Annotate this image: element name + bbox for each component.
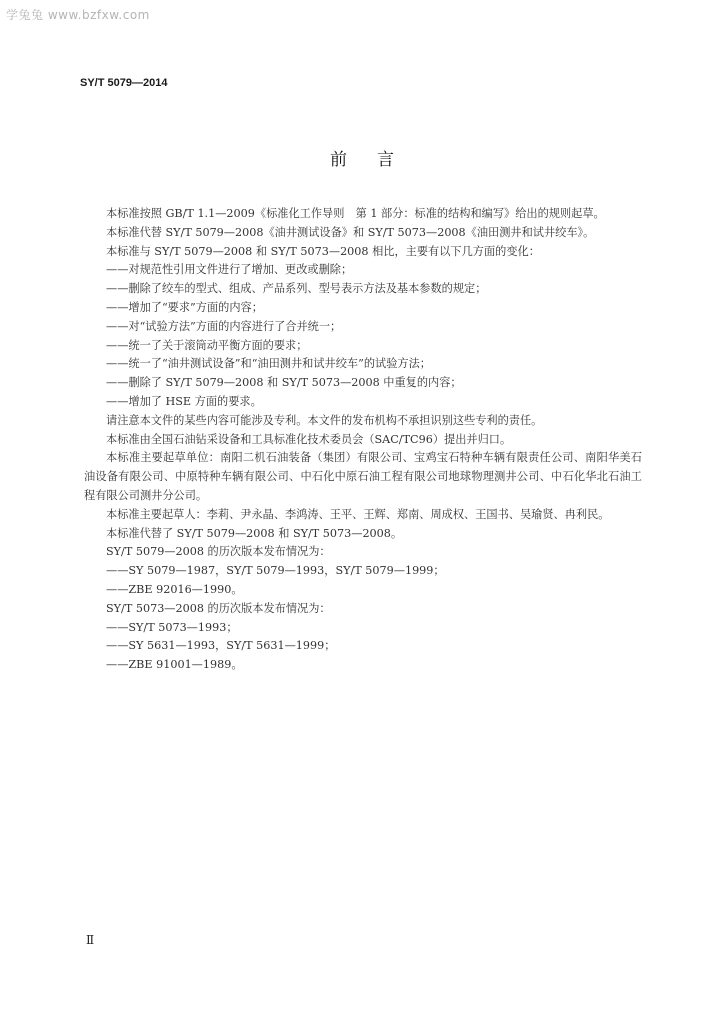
paragraph: 请注意本文件的某些内容可能涉及专利。本文件的发布机构不承担识别这些专利的责任。 <box>106 413 543 427</box>
list-item: ——删除了 SY/T 5079—2008 和 SY/T 5073—2008 中重复的内容； <box>106 376 462 390</box>
paragraph: 本标准按照 GB/T 1.1—2009《标准化工作导则 第 1 部分：标准的结构和编写》给出的规则起草。 <box>106 207 605 220</box>
list-item: ——ZBE 92016—1990。 <box>106 582 243 596</box>
paragraph: 本标准主要起草人：李莉、尹永晶、李鸿涛、王平、王辉、郑南、周成权、王国书、吴瑜贤、冉利民。 <box>106 507 610 521</box>
paragraph: 本标准主要起草单位：南阳二机石油装备（集团）有限公司、宝鸡宝石特种车辆有限责任公司、南阳华美石油设备有限公司、中原特种车辆有限公司、中石化中原石油工程有限公司地球物理测井公司、中石化华北石油工程有限公司测井分公司。 <box>84 451 642 502</box>
list-item: ——SY 5631—1993，SY/T 5631—1999； <box>106 639 336 653</box>
page-title: 前言 <box>330 150 424 170</box>
page-number: Ⅱ <box>86 933 95 947</box>
list-item: ——对规范性引用文件进行了增加、更改或删除； <box>106 263 353 277</box>
foreword-body <box>84 205 642 675</box>
paragraph: 本标准与 SY/T 5079—2008 和 SY/T 5073—2008 相比，主要有以下几方面的变化： <box>106 244 540 258</box>
list-item: SY/T 5079—2008 的历次版本发布情况为： <box>106 545 331 559</box>
list-item: ——SY 5079—1987，SY/T 5079—1993，SY/T 5079—1999； <box>106 564 445 578</box>
list-item: ——ZBE 91001—1989。 <box>106 658 243 672</box>
list-item: ——删除了绞车的型式、组成、产品系列、型号表示方法及基本参数的规定； <box>106 282 487 296</box>
list-item: ——对“试验方法”方面的内容进行了合并统一； <box>106 319 342 333</box>
watermark-text: 学兔兔 www.bzfxw.com <box>6 8 150 22</box>
standard-code-header: SY/T 5079—2014 <box>80 77 168 89</box>
list-item: SY/T 5073—2008 的历次版本发布情况为： <box>106 601 331 615</box>
list-item: ——SY/T 5073—1993； <box>106 620 238 634</box>
list-item: ——统一了“油井测试设备”和“油田测井和试井绞车”的试验方法； <box>106 357 431 371</box>
paragraph: 本标准由全国石油钻采设备和工具标准化技术委员会（SAC/TC96）提出并归口。 <box>106 432 512 446</box>
paragraph: 本标准代替了 SY/T 5079—2008 和 SY/T 5073—2008。 <box>106 526 403 540</box>
list-item: ——增加了 HSE 方面的要求。 <box>106 394 262 408</box>
list-item: ——统一了关于滚筒动平衡方面的要求； <box>106 338 308 352</box>
list-item: ——增加了“要求”方面的内容； <box>106 300 263 314</box>
paragraph: 本标准代替 SY/T 5079—2008《油井测试设备》和 SY/T 5073—2008《油田测井和试井绞车》。 <box>106 225 595 239</box>
